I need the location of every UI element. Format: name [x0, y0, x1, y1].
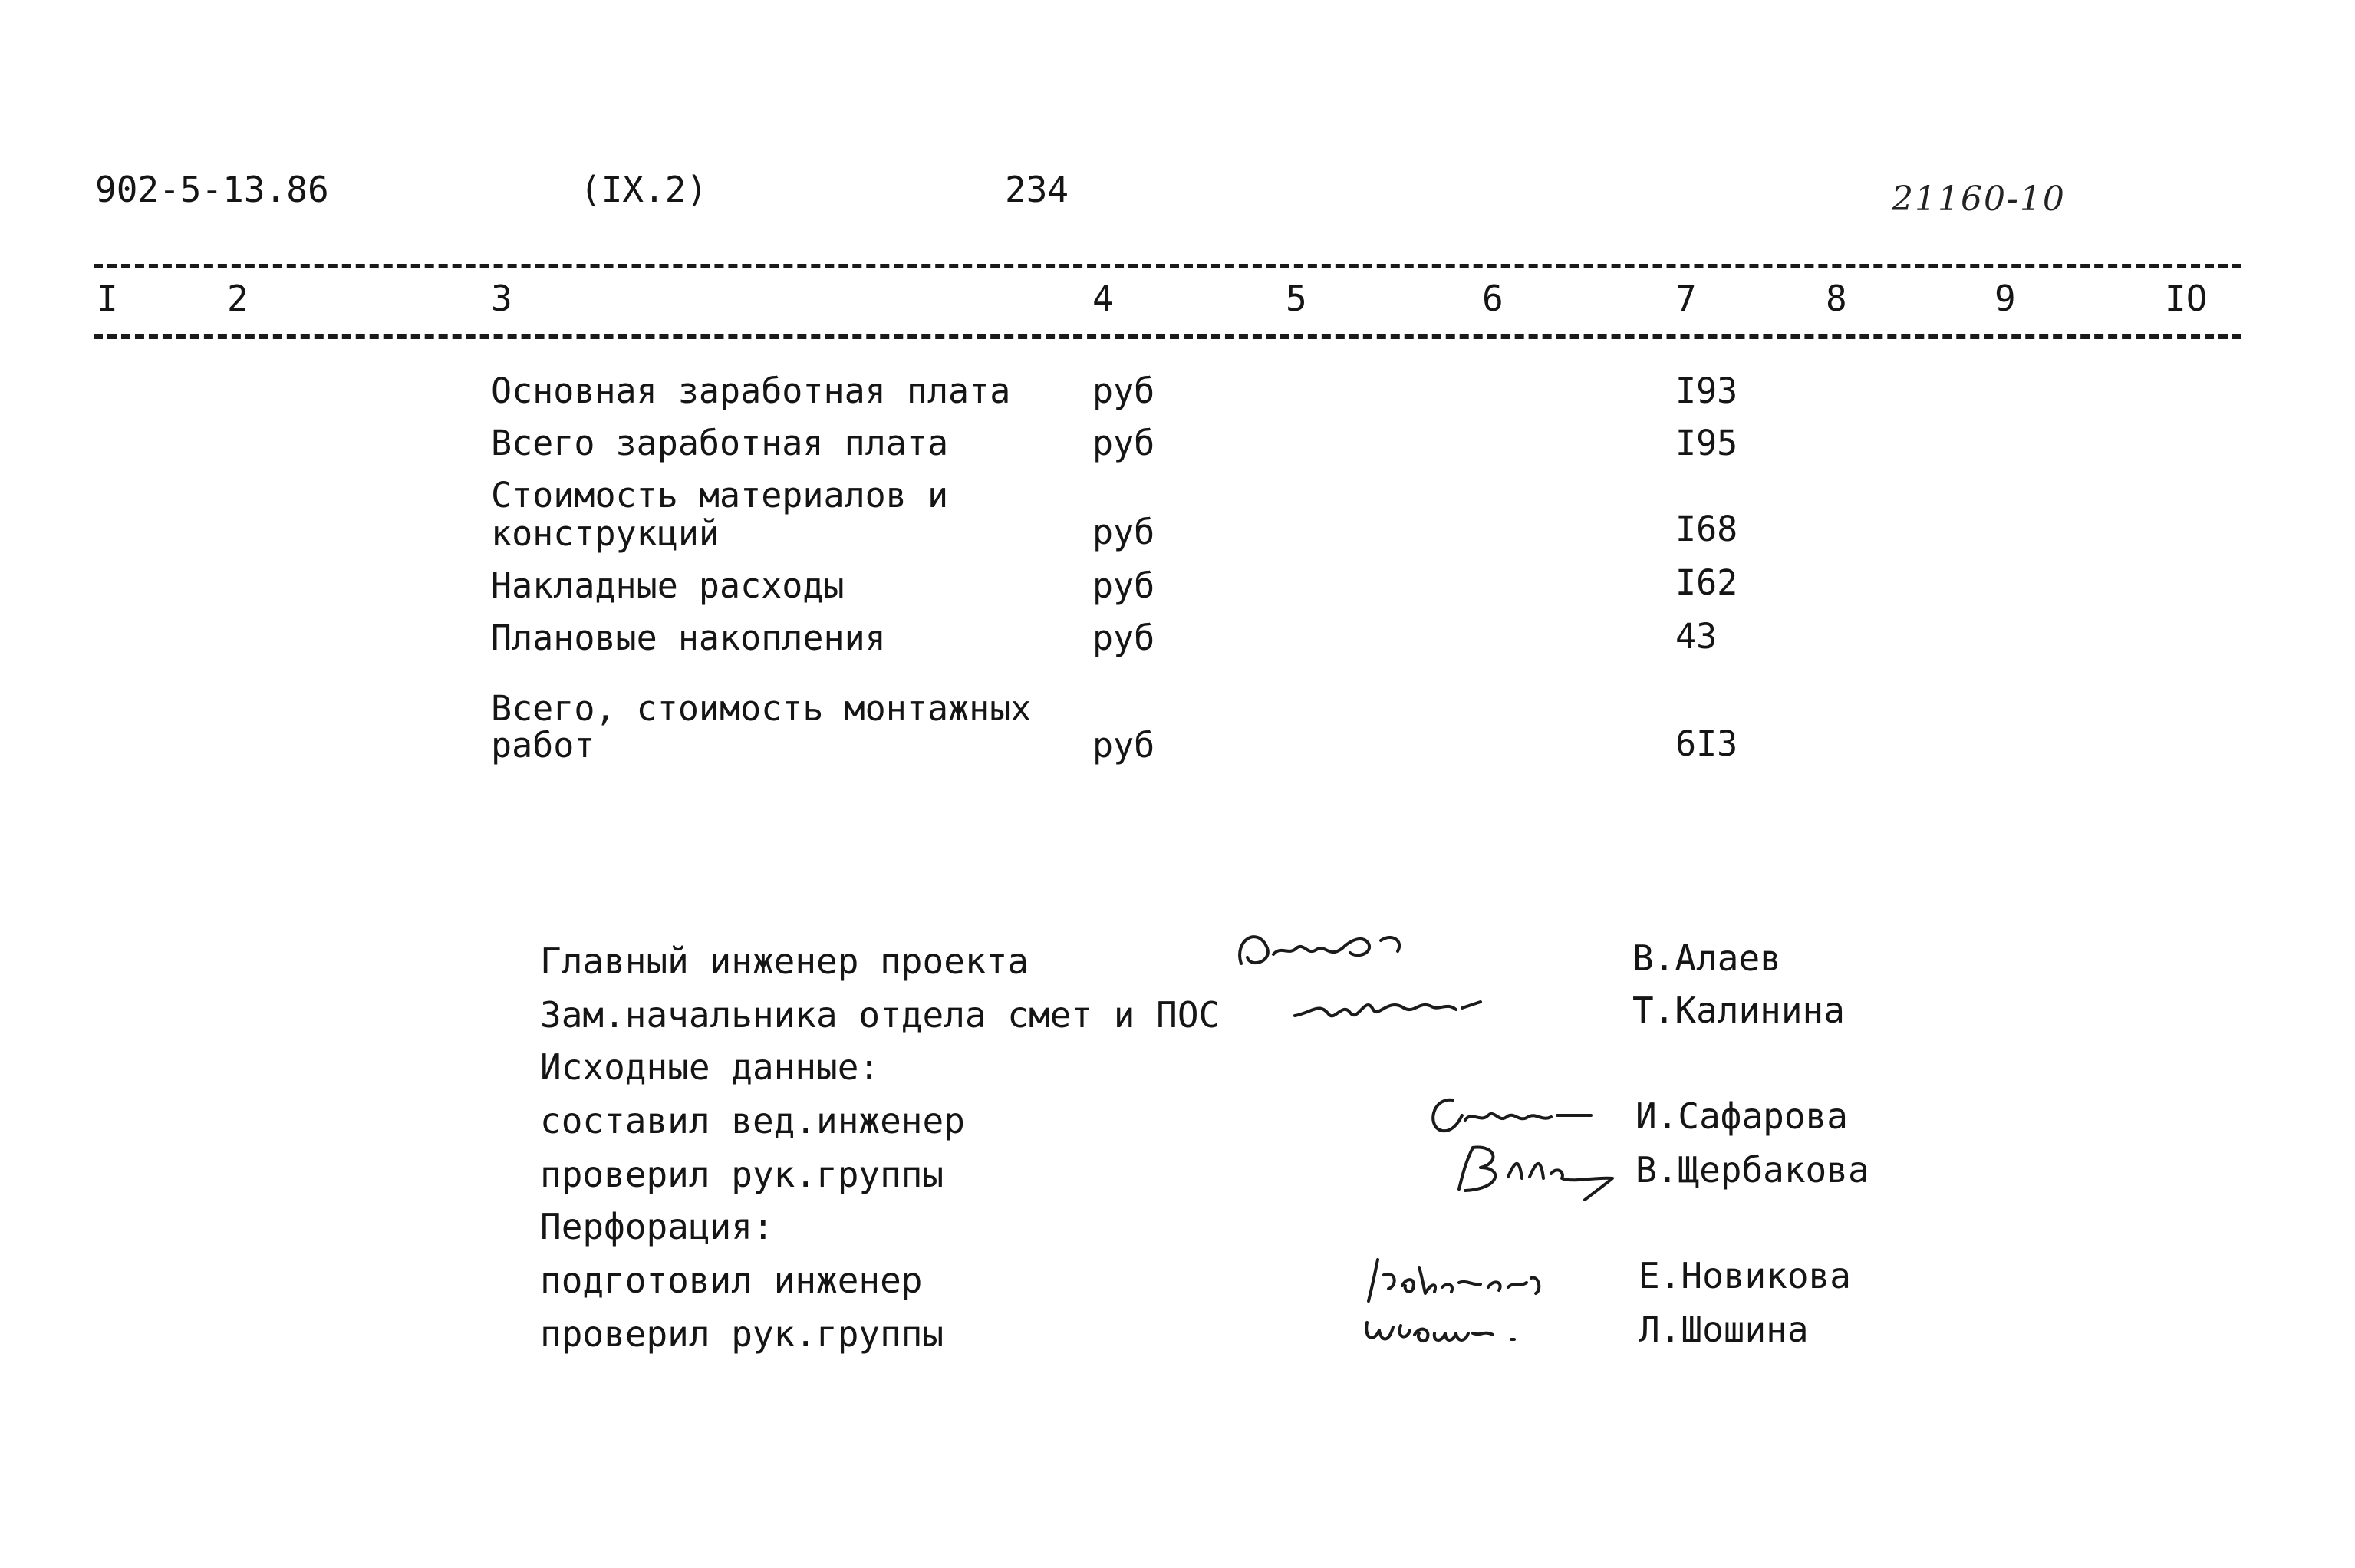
column-header-3: 3	[491, 278, 512, 319]
row-label: Всего заработная плата	[491, 423, 949, 463]
row-unit: руб	[1092, 512, 1155, 552]
row-unit: руб	[1092, 725, 1155, 766]
row-label: Основная заработная плата	[491, 371, 1011, 411]
row-label-line1: Стоимость материалов и	[491, 475, 949, 516]
column-header-9: 9	[1994, 278, 2016, 319]
signatory-name: И.Сафарова	[1635, 1095, 1848, 1137]
signature-role: составил вед.инженер	[540, 1100, 965, 1141]
handwritten-signature	[1227, 917, 1427, 987]
row-label-line2: работ	[491, 725, 595, 766]
row-unit: руб	[1092, 618, 1155, 658]
row-label-line1: Всего, стоимость монтажных	[491, 688, 1032, 729]
row-value: I68	[1675, 509, 1738, 549]
section-heading: Исходные данные:	[540, 1046, 881, 1088]
column-header-4: 4	[1092, 278, 1114, 319]
signature-role: проверил рук.группы	[540, 1154, 944, 1195]
signatory-name: Л.Шошина	[1639, 1309, 1809, 1350]
row-unit: руб	[1092, 423, 1155, 463]
row-unit: руб	[1092, 565, 1155, 606]
signature-role: Главный инженер проекта	[540, 940, 1029, 982]
section-number: (IX.2)	[580, 169, 708, 210]
signatory-name: В.Щербакова	[1635, 1149, 1869, 1191]
handwritten-reference: 21160-10	[1892, 180, 2066, 219]
column-header-6: 6	[1482, 278, 1504, 319]
table-top-rule	[94, 264, 2241, 268]
row-label: Плановые накопления	[491, 618, 886, 658]
handwritten-signature	[1358, 1300, 1588, 1353]
column-header-5: 5	[1286, 278, 1307, 319]
section-heading: Перфорация:	[540, 1206, 774, 1247]
row-value: I62	[1675, 562, 1738, 603]
column-header-10: IO	[2165, 278, 2208, 319]
row-label-line2: конструкций	[491, 513, 720, 554]
column-header-1: I	[97, 278, 118, 319]
row-value: 43	[1675, 616, 1718, 657]
column-header-8: 8	[1826, 278, 1847, 319]
column-header-7: 7	[1675, 278, 1697, 319]
row-value: I93	[1675, 371, 1738, 411]
row-label: Накладные расходы	[491, 565, 845, 606]
signatory-name: Е.Новикова	[1639, 1255, 1851, 1296]
handwritten-signature	[1289, 979, 1504, 1033]
page-number: 234	[1005, 169, 1069, 210]
document-code: 902-5-13.86	[95, 169, 329, 210]
signatory-name: В.Алаев	[1632, 937, 1781, 979]
signature-role: Зам.начальника отдела смет и ПОС	[540, 994, 1220, 1036]
column-header-2: 2	[227, 278, 249, 319]
row-unit: руб	[1092, 371, 1155, 411]
signatory-name: Т.Калинина	[1632, 990, 1845, 1031]
row-value: I95	[1675, 423, 1738, 463]
row-value: 6I3	[1675, 723, 1738, 764]
handwritten-signature	[1450, 1132, 1626, 1217]
signature-role: проверил рук.группы	[540, 1313, 944, 1355]
table-header-rule	[94, 334, 2241, 339]
signature-role: подготовил инженер	[540, 1260, 923, 1301]
